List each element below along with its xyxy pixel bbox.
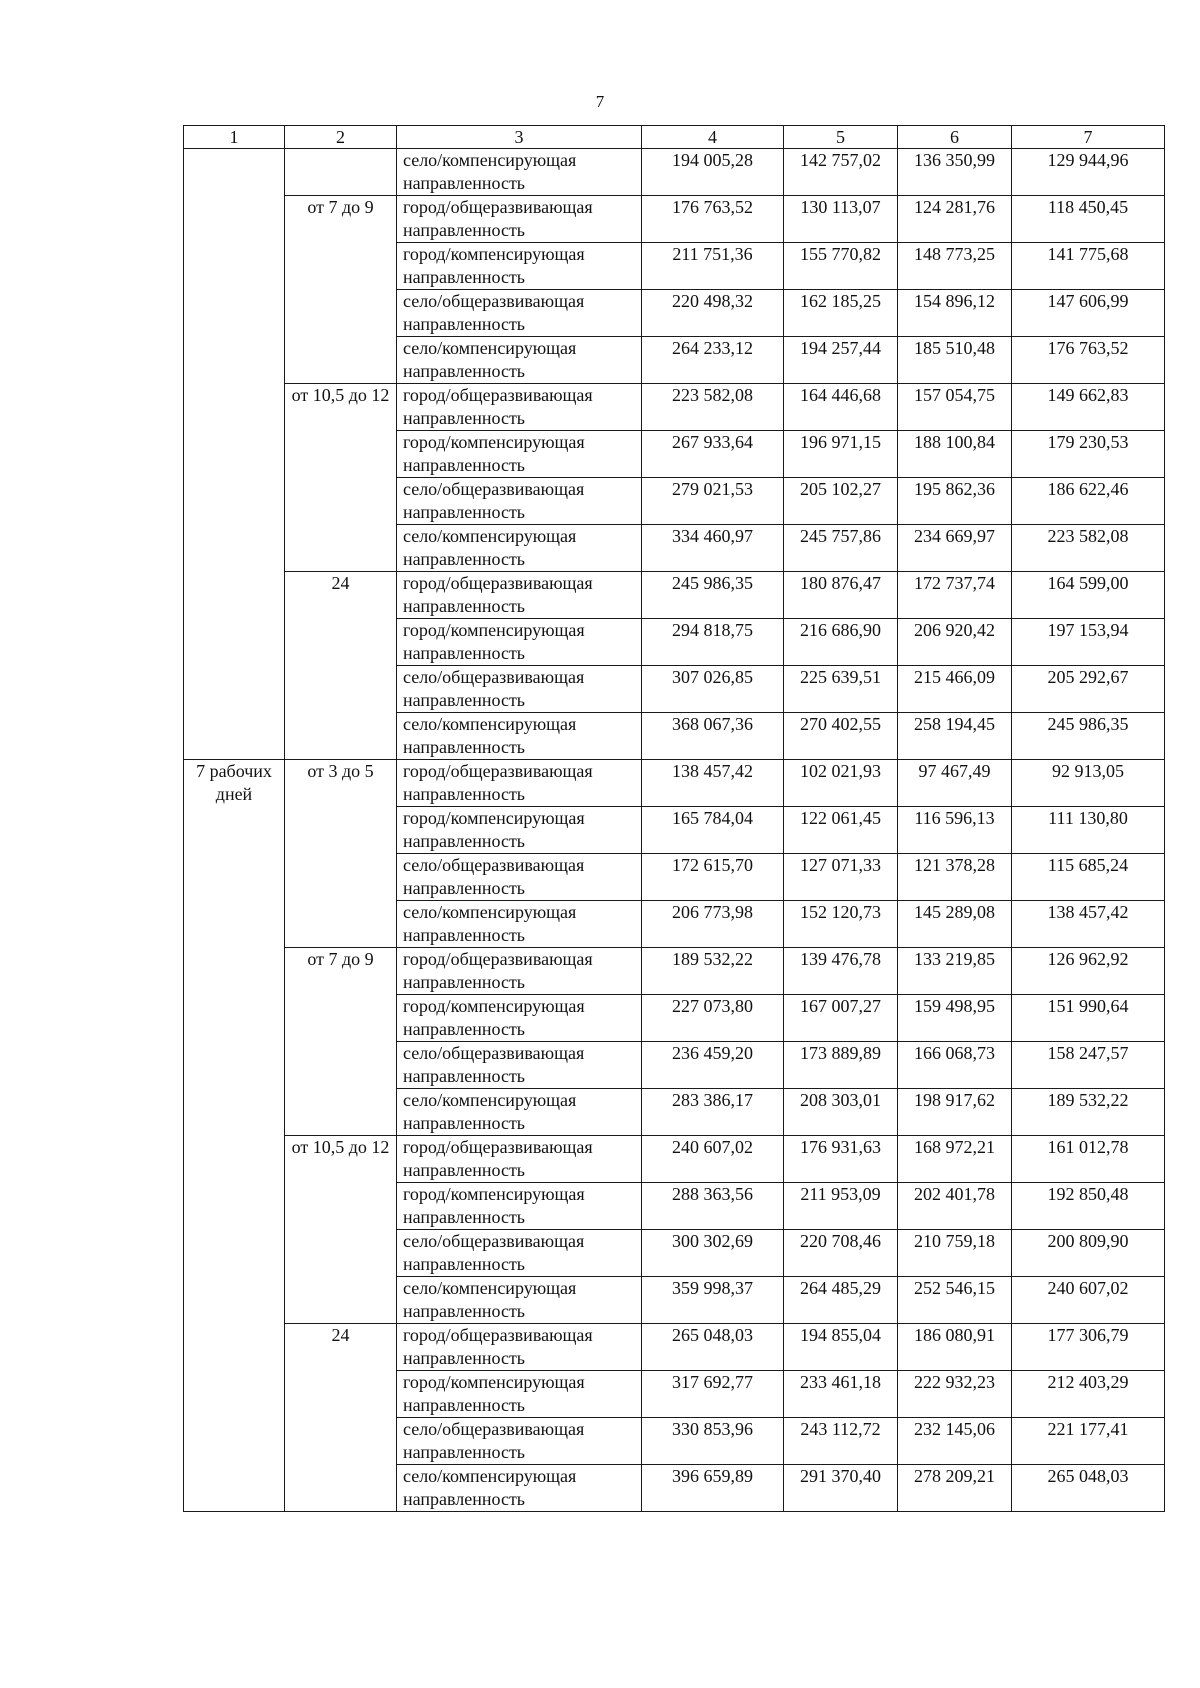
table-row bbox=[184, 1136, 1165, 1183]
area-direction-cell bbox=[397, 384, 642, 431]
value-cell-col7: 149 662,83 bbox=[1012, 384, 1165, 431]
area-direction-cell bbox=[397, 948, 642, 995]
area-direction-cell bbox=[397, 478, 642, 525]
area-type-text: село/общеразвивающая bbox=[403, 291, 585, 311]
direction-text: направленность bbox=[403, 878, 526, 898]
area-type-text: село/компенсирующая bbox=[403, 902, 577, 922]
header-cell-6: 6 bbox=[898, 126, 1012, 149]
value-cell-col4: 220 498,32 bbox=[642, 290, 784, 337]
area-type-text: город/общеразвивающая bbox=[403, 1325, 593, 1345]
value-cell-col4: 236 459,20 bbox=[642, 1042, 784, 1089]
value-cell-col6: 116 596,13 bbox=[898, 807, 1012, 854]
value-cell-col6: 195 862,36 bbox=[898, 478, 1012, 525]
value-cell-col5: 194 257,44 bbox=[784, 337, 898, 384]
direction-text: направленность bbox=[403, 1442, 526, 1462]
direction-text: направленность bbox=[403, 220, 526, 240]
value-cell-col7: 212 403,29 bbox=[1012, 1371, 1165, 1418]
hours-cell: от 7 до 9 bbox=[285, 196, 397, 384]
value-cell-col7: 111 130,80 bbox=[1012, 807, 1165, 854]
area-direction-cell bbox=[397, 1324, 642, 1371]
area-type-text: село/компенсирующая bbox=[403, 150, 577, 170]
value-cell-col5: 216 686,90 bbox=[784, 619, 898, 666]
header-cell-1: 1 bbox=[184, 126, 285, 149]
area-type-text: село/общеразвивающая bbox=[403, 479, 585, 499]
value-cell-col4: 330 853,96 bbox=[642, 1418, 784, 1465]
value-cell-col6: 136 350,99 bbox=[898, 149, 1012, 196]
header-row bbox=[184, 126, 1165, 149]
value-cell-col5: 243 112,72 bbox=[784, 1418, 898, 1465]
area-type-text: село/компенсирующая bbox=[403, 338, 577, 358]
value-cell-col6: 159 498,95 bbox=[898, 995, 1012, 1042]
direction-text: направленность bbox=[403, 549, 526, 569]
value-cell-col7: 92 913,05 bbox=[1012, 760, 1165, 807]
area-type-text: село/общеразвивающая bbox=[403, 855, 585, 875]
area-direction-cell bbox=[397, 1042, 642, 1089]
value-cell-col6: 222 932,23 bbox=[898, 1371, 1012, 1418]
value-cell-col7: 141 775,68 bbox=[1012, 243, 1165, 290]
area-type-text: город/компенсирующая bbox=[403, 620, 585, 640]
value-cell-col7: 147 606,99 bbox=[1012, 290, 1165, 337]
value-cell-col4: 396 659,89 bbox=[642, 1465, 784, 1512]
value-cell-col5: 233 461,18 bbox=[784, 1371, 898, 1418]
value-cell-col4: 294 818,75 bbox=[642, 619, 784, 666]
hours-cell: от 7 до 9 bbox=[285, 948, 397, 1136]
hours-cell: 24 bbox=[285, 1324, 397, 1512]
direction-text: направленность bbox=[403, 831, 526, 851]
direction-text: направленность bbox=[403, 925, 526, 945]
area-direction-cell bbox=[397, 1418, 642, 1465]
value-cell-col4: 300 302,69 bbox=[642, 1230, 784, 1277]
area-type-text: город/компенсирующая bbox=[403, 1184, 585, 1204]
area-type-text: город/компенсирующая bbox=[403, 996, 585, 1016]
area-type-text: село/общеразвивающая bbox=[403, 1043, 585, 1063]
value-cell-col7: 164 599,00 bbox=[1012, 572, 1165, 619]
value-cell-col6: 215 466,09 bbox=[898, 666, 1012, 713]
area-direction-cell bbox=[397, 666, 642, 713]
value-cell-col6: 97 467,49 bbox=[898, 760, 1012, 807]
hours-cell: 24 bbox=[285, 572, 397, 760]
value-cell-col5: 205 102,27 bbox=[784, 478, 898, 525]
area-type-text: город/общеразвивающая bbox=[403, 761, 593, 781]
direction-text: направленность bbox=[403, 173, 526, 193]
area-direction-cell bbox=[397, 290, 642, 337]
direction-text: направленность bbox=[403, 737, 526, 757]
area-direction-cell bbox=[397, 713, 642, 760]
value-cell-col4: 267 933,64 bbox=[642, 431, 784, 478]
value-cell-col6: 232 145,06 bbox=[898, 1418, 1012, 1465]
value-cell-col4: 176 763,52 bbox=[642, 196, 784, 243]
value-cell-col4: 138 457,42 bbox=[642, 760, 784, 807]
value-cell-col6: 234 669,97 bbox=[898, 525, 1012, 572]
area-type-text: город/общеразвивающая bbox=[403, 197, 593, 217]
direction-text: направленность bbox=[403, 455, 526, 475]
value-cell-col5: 155 770,82 bbox=[784, 243, 898, 290]
table-body bbox=[184, 149, 1165, 1512]
area-direction-cell bbox=[397, 1230, 642, 1277]
area-direction-cell bbox=[397, 1089, 642, 1136]
area-type-text: город/общеразвивающая bbox=[403, 573, 593, 593]
header-cell-2: 2 bbox=[285, 126, 397, 149]
value-cell-col5: 225 639,51 bbox=[784, 666, 898, 713]
value-cell-col7: 192 850,48 bbox=[1012, 1183, 1165, 1230]
value-cell-col6: 145 289,08 bbox=[898, 901, 1012, 948]
area-type-text: село/компенсирующая bbox=[403, 714, 577, 734]
direction-text: направленность bbox=[403, 690, 526, 710]
day-period-cell: 7 рабочих дней bbox=[184, 760, 285, 1512]
value-cell-col5: 167 007,27 bbox=[784, 995, 898, 1042]
direction-text: направленность bbox=[403, 1348, 526, 1368]
value-cell-col4: 283 386,17 bbox=[642, 1089, 784, 1136]
hours-cell bbox=[285, 149, 397, 196]
value-cell-col7: 189 532,22 bbox=[1012, 1089, 1165, 1136]
value-cell-col6: 188 100,84 bbox=[898, 431, 1012, 478]
value-cell-col4: 368 067,36 bbox=[642, 713, 784, 760]
value-cell-col5: 122 061,45 bbox=[784, 807, 898, 854]
value-cell-col4: 189 532,22 bbox=[642, 948, 784, 995]
value-cell-col5: 127 071,33 bbox=[784, 854, 898, 901]
value-cell-col7: 126 962,92 bbox=[1012, 948, 1165, 995]
direction-text: направленность bbox=[403, 596, 526, 616]
value-cell-col5: 152 120,73 bbox=[784, 901, 898, 948]
hours-cell: от 3 до 5 bbox=[285, 760, 397, 948]
area-type-text: город/общеразвивающая bbox=[403, 385, 593, 405]
value-cell-col6: 185 510,48 bbox=[898, 337, 1012, 384]
value-cell-col4: 245 986,35 bbox=[642, 572, 784, 619]
value-cell-col6: 157 054,75 bbox=[898, 384, 1012, 431]
value-cell-col5: 208 303,01 bbox=[784, 1089, 898, 1136]
value-cell-col4: 211 751,36 bbox=[642, 243, 784, 290]
value-cell-col7: 176 763,52 bbox=[1012, 337, 1165, 384]
area-direction-cell bbox=[397, 1136, 642, 1183]
value-cell-col7: 265 048,03 bbox=[1012, 1465, 1165, 1512]
area-direction-cell bbox=[397, 243, 642, 290]
area-direction-cell bbox=[397, 525, 642, 572]
value-cell-col6: 166 068,73 bbox=[898, 1042, 1012, 1089]
value-cell-col7: 197 153,94 bbox=[1012, 619, 1165, 666]
direction-text: направленность bbox=[403, 784, 526, 804]
value-cell-col7: 177 306,79 bbox=[1012, 1324, 1165, 1371]
value-cell-col5: 176 931,63 bbox=[784, 1136, 898, 1183]
value-cell-col6: 172 737,74 bbox=[898, 572, 1012, 619]
area-direction-cell bbox=[397, 995, 642, 1042]
value-cell-col6: 198 917,62 bbox=[898, 1089, 1012, 1136]
value-cell-col7: 138 457,42 bbox=[1012, 901, 1165, 948]
value-cell-col7: 118 450,45 bbox=[1012, 196, 1165, 243]
direction-text: направленность bbox=[403, 1066, 526, 1086]
area-direction-cell bbox=[397, 149, 642, 196]
value-cell-col5: 245 757,86 bbox=[784, 525, 898, 572]
value-cell-col5: 180 876,47 bbox=[784, 572, 898, 619]
value-cell-col6: 278 209,21 bbox=[898, 1465, 1012, 1512]
value-cell-col4: 359 998,37 bbox=[642, 1277, 784, 1324]
value-cell-col6: 124 281,76 bbox=[898, 196, 1012, 243]
area-type-text: город/компенсирующая bbox=[403, 432, 585, 452]
area-direction-cell bbox=[397, 807, 642, 854]
value-cell-col4: 334 460,97 bbox=[642, 525, 784, 572]
value-cell-col5: 173 889,89 bbox=[784, 1042, 898, 1089]
value-cell-col6: 168 972,21 bbox=[898, 1136, 1012, 1183]
direction-text: направленность bbox=[403, 643, 526, 663]
area-direction-cell bbox=[397, 1183, 642, 1230]
area-type-text: село/компенсирующая bbox=[403, 1278, 577, 1298]
area-direction-cell bbox=[397, 196, 642, 243]
value-cell-col7: 151 990,64 bbox=[1012, 995, 1165, 1042]
value-cell-col6: 186 080,91 bbox=[898, 1324, 1012, 1371]
area-type-text: село/общеразвивающая bbox=[403, 1231, 585, 1251]
value-cell-col4: 165 784,04 bbox=[642, 807, 784, 854]
value-cell-col5: 130 113,07 bbox=[784, 196, 898, 243]
value-cell-col7: 223 582,08 bbox=[1012, 525, 1165, 572]
value-cell-col4: 264 233,12 bbox=[642, 337, 784, 384]
value-cell-col6: 252 546,15 bbox=[898, 1277, 1012, 1324]
value-cell-col4: 307 026,85 bbox=[642, 666, 784, 713]
value-cell-col4: 317 692,77 bbox=[642, 1371, 784, 1418]
value-cell-col4: 288 363,56 bbox=[642, 1183, 784, 1230]
value-cell-col6: 133 219,85 bbox=[898, 948, 1012, 995]
value-cell-col4: 227 073,80 bbox=[642, 995, 784, 1042]
direction-text: направленность bbox=[403, 502, 526, 522]
value-cell-col6: 258 194,45 bbox=[898, 713, 1012, 760]
area-type-text: город/компенсирующая bbox=[403, 808, 585, 828]
value-cell-col5: 211 953,09 bbox=[784, 1183, 898, 1230]
value-cell-col7: 129 944,96 bbox=[1012, 149, 1165, 196]
value-cell-col6: 206 920,42 bbox=[898, 619, 1012, 666]
direction-text: направленность bbox=[403, 1019, 526, 1039]
direction-text: направленность bbox=[403, 1489, 526, 1509]
area-direction-cell bbox=[397, 854, 642, 901]
value-cell-col4: 172 615,70 bbox=[642, 854, 784, 901]
direction-text: направленность bbox=[403, 267, 526, 287]
value-cell-col7: 161 012,78 bbox=[1012, 1136, 1165, 1183]
value-cell-col6: 148 773,25 bbox=[898, 243, 1012, 290]
value-cell-col4: 194 005,28 bbox=[642, 149, 784, 196]
area-direction-cell bbox=[397, 760, 642, 807]
value-cell-col4: 265 048,03 bbox=[642, 1324, 784, 1371]
area-direction-cell bbox=[397, 337, 642, 384]
table-row bbox=[184, 196, 1165, 243]
area-type-text: село/компенсирующая bbox=[403, 1466, 577, 1486]
area-type-text: село/общеразвивающая bbox=[403, 1419, 585, 1439]
value-cell-col5: 270 402,55 bbox=[784, 713, 898, 760]
value-cell-col7: 158 247,57 bbox=[1012, 1042, 1165, 1089]
area-type-text: город/компенсирующая bbox=[403, 244, 585, 264]
value-cell-col6: 121 378,28 bbox=[898, 854, 1012, 901]
area-direction-cell bbox=[397, 901, 642, 948]
value-cell-col7: 200 809,90 bbox=[1012, 1230, 1165, 1277]
value-cell-col5: 164 446,68 bbox=[784, 384, 898, 431]
area-type-text: село/общеразвивающая bbox=[403, 667, 585, 687]
direction-text: направленность bbox=[403, 408, 526, 428]
header-cell-3: 3 bbox=[397, 126, 642, 149]
value-cell-col6: 210 759,18 bbox=[898, 1230, 1012, 1277]
tariff-table bbox=[183, 125, 1165, 1512]
table-row bbox=[184, 948, 1165, 995]
direction-text: направленность bbox=[403, 972, 526, 992]
direction-text: направленность bbox=[403, 1395, 526, 1415]
header-cell-5: 5 bbox=[784, 126, 898, 149]
table-row bbox=[184, 760, 1165, 807]
area-direction-cell bbox=[397, 1277, 642, 1324]
table-row bbox=[184, 384, 1165, 431]
value-cell-col7: 205 292,67 bbox=[1012, 666, 1165, 713]
area-direction-cell bbox=[397, 619, 642, 666]
table-row bbox=[184, 1324, 1165, 1371]
value-cell-col5: 196 971,15 bbox=[784, 431, 898, 478]
area-direction-cell bbox=[397, 431, 642, 478]
day-period-cell bbox=[184, 149, 285, 760]
value-cell-col7: 186 622,46 bbox=[1012, 478, 1165, 525]
direction-text: направленность bbox=[403, 1254, 526, 1274]
hours-cell: от 10,5 до 12 bbox=[285, 1136, 397, 1324]
direction-text: направленность bbox=[403, 1113, 526, 1133]
value-cell-col5: 139 476,78 bbox=[784, 948, 898, 995]
area-type-text: город/общеразвивающая bbox=[403, 949, 593, 969]
hours-cell: от 10,5 до 12 bbox=[285, 384, 397, 572]
value-cell-col4: 206 773,98 bbox=[642, 901, 784, 948]
area-type-text: город/общеразвивающая bbox=[403, 1137, 593, 1157]
value-cell-col5: 194 855,04 bbox=[784, 1324, 898, 1371]
direction-text: направленность bbox=[403, 314, 526, 334]
page-number: 7 bbox=[595, 92, 605, 111]
area-type-text: село/компенсирующая bbox=[403, 1090, 577, 1110]
value-cell-col6: 202 401,78 bbox=[898, 1183, 1012, 1230]
table-row bbox=[184, 149, 1165, 196]
area-type-text: город/компенсирующая bbox=[403, 1372, 585, 1392]
value-cell-col7: 179 230,53 bbox=[1012, 431, 1165, 478]
value-cell-col7: 115 685,24 bbox=[1012, 854, 1165, 901]
value-cell-col5: 264 485,29 bbox=[784, 1277, 898, 1324]
value-cell-col7: 221 177,41 bbox=[1012, 1418, 1165, 1465]
value-cell-col7: 240 607,02 bbox=[1012, 1277, 1165, 1324]
value-cell-col7: 245 986,35 bbox=[1012, 713, 1165, 760]
direction-text: направленность bbox=[403, 1160, 526, 1180]
value-cell-col4: 240 607,02 bbox=[642, 1136, 784, 1183]
value-cell-col5: 162 185,25 bbox=[784, 290, 898, 337]
value-cell-col4: 223 582,08 bbox=[642, 384, 784, 431]
header-cell-7: 7 bbox=[1012, 126, 1165, 149]
value-cell-col5: 220 708,46 bbox=[784, 1230, 898, 1277]
area-direction-cell bbox=[397, 572, 642, 619]
area-direction-cell bbox=[397, 1371, 642, 1418]
direction-text: направленность bbox=[403, 361, 526, 381]
direction-text: направленность bbox=[403, 1207, 526, 1227]
value-cell-col4: 279 021,53 bbox=[642, 478, 784, 525]
area-direction-cell bbox=[397, 1465, 642, 1512]
direction-text: направленность bbox=[403, 1301, 526, 1321]
area-type-text: село/компенсирующая bbox=[403, 526, 577, 546]
value-cell-col5: 291 370,40 bbox=[784, 1465, 898, 1512]
header-cell-4: 4 bbox=[642, 126, 784, 149]
value-cell-col5: 142 757,02 bbox=[784, 149, 898, 196]
table-row bbox=[184, 572, 1165, 619]
value-cell-col5: 102 021,93 bbox=[784, 760, 898, 807]
value-cell-col6: 154 896,12 bbox=[898, 290, 1012, 337]
